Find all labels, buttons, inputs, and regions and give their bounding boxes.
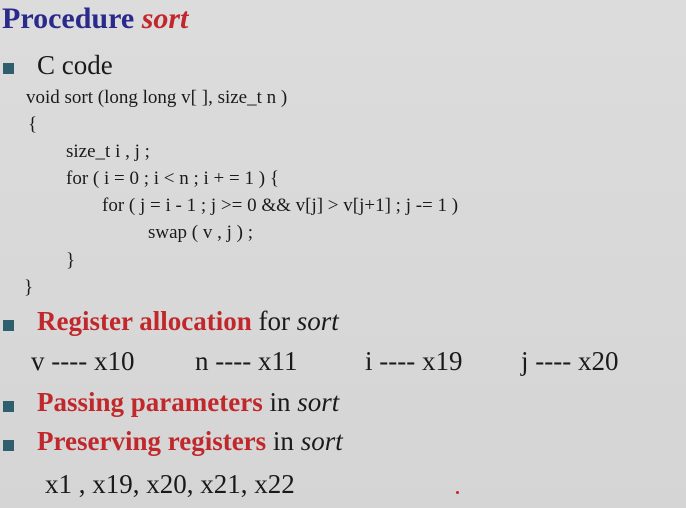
title-prefix: Procedure [2, 2, 142, 35]
reg-v: v ---- x10 [31, 346, 135, 376]
reg-j: j ---- x20 [521, 346, 619, 376]
code-line-2: { [28, 114, 38, 135]
proc-name: sort [297, 387, 340, 417]
passing-parameters-heading [37, 387, 339, 418]
reg-i: i ---- x19 [365, 346, 463, 376]
code-line-8: } [24, 277, 34, 298]
register-allocation-heading [37, 306, 339, 337]
code-line-6: swap ( v , j ) ; [148, 222, 254, 243]
preserving-registers-heading [37, 426, 343, 457]
slide-title [2, 2, 188, 36]
bullet-icon [3, 63, 14, 74]
reg-n: n ---- x11 [195, 346, 298, 376]
title-keyword: sort [141, 2, 189, 35]
proc-name: sort [300, 426, 343, 456]
preserving-registers-label: Preserving registers [37, 426, 267, 456]
pointer-dot [456, 491, 459, 494]
code-line-7: } [66, 250, 76, 271]
code-line-3: size_t i , j ; [66, 141, 150, 162]
bullet-icon [3, 401, 14, 412]
bullet-icon [3, 440, 14, 451]
in-text: in [266, 426, 301, 456]
passing-parameters-label: Passing parameters [37, 387, 263, 417]
code-line-4: for ( i = 0 ; i < n ; i + = 1 ) { [66, 168, 279, 189]
bullet-icon [3, 320, 14, 331]
c-code-label: C code [37, 50, 113, 80]
register-allocation-label: Register allocation [37, 306, 252, 336]
code-line-5: for ( j = i - 1 ; j >= 0 && v[j] > v[j+1] ; j -= 1 ) [102, 195, 459, 216]
in-text: in [262, 387, 298, 417]
preserved-registers-list: x1 , x19, x20, x21, x22 [45, 469, 295, 499]
for-text: for [251, 306, 297, 336]
proc-name: sort [296, 306, 339, 336]
code-line-1: void sort (long long v[ ], size_t n ) [26, 87, 288, 108]
